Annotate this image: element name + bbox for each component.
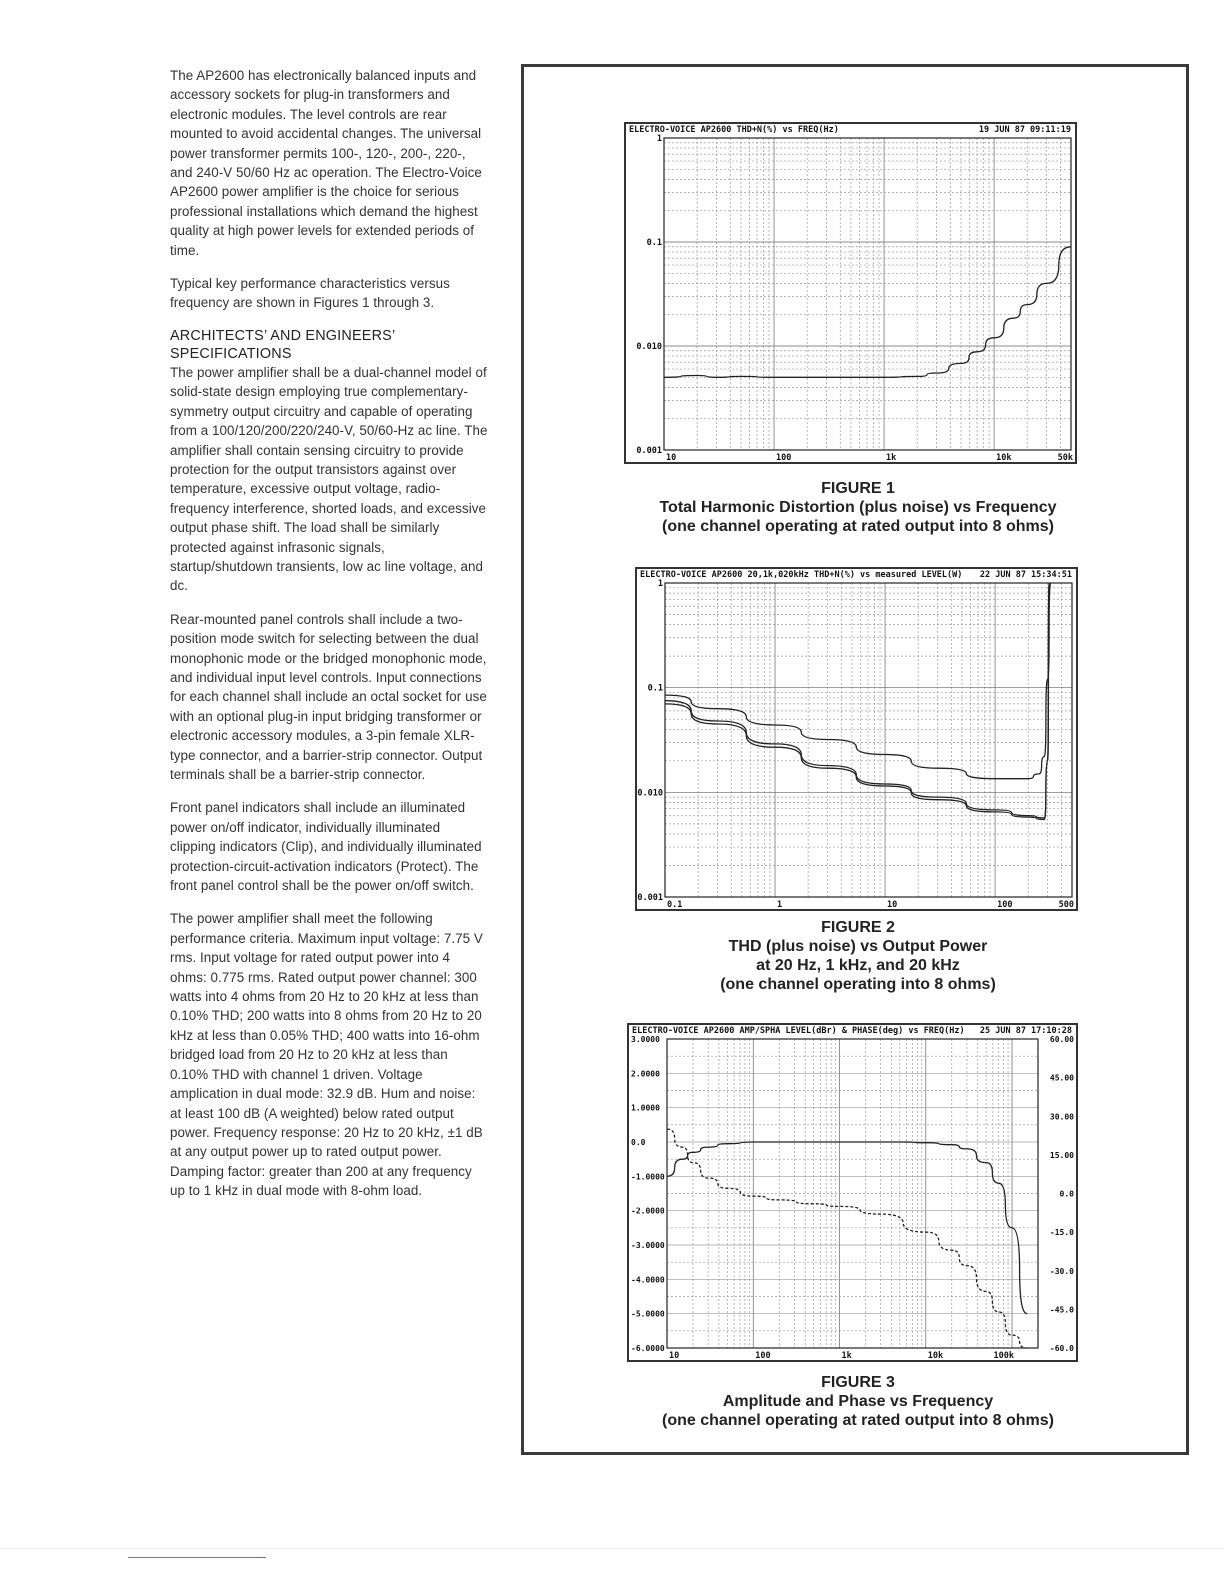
y-tick-label-right: 60.00 — [1049, 1035, 1074, 1044]
figure-2-plot — [637, 569, 1076, 909]
x-tick-label: 1k — [841, 1351, 852, 1360]
y-tick-label-right: 45.00 — [1049, 1073, 1074, 1083]
section-heading-line1: ARCHITECTS’ AND ENGINEERS’ — [170, 327, 396, 344]
figure-1-subtitle: (one channel operating at rated output into 8 ohms) — [661, 518, 1054, 535]
section-heading-line2: SPECIFICATIONS — [170, 345, 292, 362]
y-tick-label-left: 1.0000 — [631, 1103, 660, 1113]
y-tick-label: 0.010 — [637, 788, 663, 799]
figure-3-header-left: ELECTRO-VOICE AP2600 AMP/SPHA LEVEL(dBr) & PHASE(deg) vs FREQ(Hz) — [632, 1026, 965, 1036]
figure-3-subtitle: (one channel operating at rated output into 8 ohms) — [661, 1412, 1054, 1429]
figure-1-number: FIGURE 1 — [821, 480, 895, 497]
series-line-1 — [667, 1129, 1027, 1348]
figure-2-note: (one channel operating into 8 ohms) — [720, 976, 996, 993]
x-tick-label: 10 — [666, 453, 677, 462]
y-tick-label: 1 — [656, 134, 662, 144]
spec-paragraph-performance: The power amplifier shall meet the following performance criteria. Maximum input voltage: 7.75 V rms. Input voltage for rated output power into 4 ohms: 0.775 rms. Rated output power channel: 300 watts into 4 ohms from 20 Hz to 20 kHz at less than 0.10% THD; 200 watts into 8 ohms from 20 Hz to 20 kHz at less than 0.05% THD; 400 watts into 16-ohm bridged load from 20 Hz to 20 kHz at less than 0.10% THD with channel 1 driven. Voltage amplication in dual mode: 32.9 dB. Hum and noise: at least 100 dB (A weighted) below rated output power. Frequency response: 20 Hz to 20 kHz, ±1 dB at any output power up to rated output power. Damping factor: greater than 200 at any frequency up to 1 kHz in dual mode with 8-ohm load. — [170, 911, 483, 1199]
figure-2-subtitle: at 20 Hz, 1 kHz, and 20 kHz — [756, 957, 960, 974]
y-tick-label-left: 3.0000 — [631, 1035, 660, 1044]
figure-2-number: FIGURE 2 — [821, 919, 895, 936]
plot-border — [665, 583, 1072, 897]
y-tick-label-right: -45.0 — [1049, 1305, 1074, 1315]
figures-frame — [521, 64, 1189, 1455]
y-tick-label-left: -4.0000 — [631, 1275, 665, 1285]
x-tick-label: 10 — [669, 1351, 680, 1360]
x-tick-label: 1k — [886, 453, 897, 462]
y-tick-label: 1 — [657, 579, 663, 589]
figure-1-title: Total Harmonic Distortion (plus noise) vs Frequency — [659, 499, 1057, 516]
plot-border — [664, 138, 1071, 450]
series-line-1 — [665, 583, 1049, 820]
figure-2-title: THD (plus noise) vs Output Power — [728, 938, 988, 955]
y-tick-label: 0.010 — [636, 342, 662, 352]
figure-2-header-left: ELECTRO-VOICE AP2600 20,1k,020kHz THD+N(%) vs measured LEVEL(W) — [640, 570, 963, 580]
figure-1-graph — [624, 122, 1077, 464]
y-tick-label-right: -60.0 — [1049, 1344, 1074, 1353]
y-tick-label-left: 0.0 — [631, 1138, 646, 1147]
page-bottom-rule — [0, 1548, 1224, 1549]
spec-paragraph-controls: Rear-mounted panel controls shall include a two-position mode switch for selecting between the dual monophonic mode or the bridged monophonic mode, and individual input level controls. Input connections for each channel shall include an octal socket for use with an optional plug-in input bridging transformer or electronic accessory modules, a 3-pin female XLR-type connector, and a barrier-strip connector. Output terminals shall be a barrier-strip connector. — [170, 611, 487, 782]
grid — [664, 138, 1071, 450]
series-line-0 — [665, 583, 1051, 779]
figure-1-header-left: ELECTRO-VOICE AP2600 THD+N(%) vs FREQ(Hz) — [629, 125, 839, 135]
figure-2-graph — [635, 567, 1078, 911]
figure-2-caption — [544, 918, 1172, 994]
x-tick-label: 10k — [996, 453, 1012, 462]
figure-3-header-right: 25 JUN 87 17:10:28 — [979, 1026, 1072, 1036]
y-tick-label-left: 2.0000 — [631, 1069, 660, 1079]
performance-paragraph: Typical key performance characteristics versus frequency are shown in Figures 1 through 3. — [170, 276, 450, 311]
figure-3-caption — [544, 1373, 1172, 1430]
y-tick-label-left: -3.0000 — [631, 1241, 665, 1250]
figure-1-header-right: 19 JUN 87 09:11:19 — [978, 125, 1071, 135]
scan-artifact-line — [128, 1557, 266, 1558]
figure-1-plot — [626, 124, 1075, 462]
y-tick-label-left: -6.0000 — [631, 1344, 665, 1353]
figure-3-number: FIGURE 3 — [821, 1374, 895, 1391]
figure-3-plot — [629, 1025, 1076, 1360]
x-tick-label: 100 — [997, 900, 1013, 909]
x-tick-label: 100 — [755, 1351, 771, 1360]
x-tick-label: 10 — [887, 900, 898, 909]
y-tick-label-left: -1.0000 — [631, 1172, 665, 1182]
y-tick-label: 0.1 — [646, 238, 662, 248]
y-tick-label-left: -2.0000 — [631, 1206, 665, 1216]
y-tick-label-right: -15.0 — [1049, 1228, 1074, 1238]
figure-2-header-right: 22 JUN 87 15:34:51 — [979, 570, 1072, 580]
figure-1-caption — [544, 479, 1172, 536]
figure-3-graph — [627, 1023, 1078, 1362]
y-tick-label: 0.001 — [637, 893, 663, 903]
grid — [667, 1039, 1038, 1348]
series-line-0 — [664, 247, 1071, 378]
x-tick-label: 1 — [777, 900, 783, 909]
series-line-2 — [665, 583, 1049, 818]
figure-3-title: Amplitude and Phase vs Frequency — [722, 1393, 994, 1410]
spec-paragraph-indicators: Front panel indicators shall include an illuminated power on/off indicator, individually illuminated clipping indicators (Clip), and individually illuminated protection-circuit-activation indicators (Protect). The front panel control shall be the power on/off switch. — [170, 800, 482, 894]
x-tick-label: 500 — [1058, 900, 1074, 909]
x-tick-label: 100 — [776, 453, 792, 462]
spec-paragraph-design: The power amplifier shall be a dual-channel model of solid-state design employing true complementary-symmetry output circuitry and capable of operating from a 100/120/200/220/240-V, 50/60-Hz ac line. The amplifier shall contain sensing circuitry to provide protection for the output transistors against over temperature, excessive output voltage, radio-frequency interference, shorted loads, and excessive output phase shift. The load shall be similarly protected against infrasonic signals, startup/shutdown transients, low ac line voltage, and dc. — [170, 364, 488, 594]
y-tick-label-right: -30.0 — [1049, 1266, 1074, 1276]
body-text-column — [170, 66, 488, 1215]
intro-paragraph: The AP2600 has electronically balanced inputs and accessory sockets for plug-in transformers and electronic modules. The level controls are rear mounted to avoid accidental changes. The universal power transformer permits 100-, 120-, 200-, 220-, and 240-V 50/60 Hz ac operation. The Electro-Voice AP2600 power amplifier is the choice for serious professional installations which demand the highest quality at high power levels for extended periods of time. — [170, 68, 482, 258]
x-tick-label: 10k — [927, 1351, 944, 1360]
y-tick-label-right: 30.00 — [1049, 1112, 1074, 1122]
grid — [665, 583, 1072, 897]
y-tick-label-left: -5.0000 — [631, 1309, 665, 1319]
y-tick-label-right: 0.0 — [1059, 1189, 1074, 1199]
y-tick-label: 0.1 — [647, 683, 663, 694]
x-tick-label: 100k — [993, 1351, 1015, 1360]
x-tick-label: 0.1 — [667, 900, 683, 909]
x-tick-label: 50k — [1057, 453, 1073, 462]
y-tick-label-right: 15.00 — [1049, 1150, 1074, 1160]
y-tick-label: 0.001 — [636, 446, 662, 456]
